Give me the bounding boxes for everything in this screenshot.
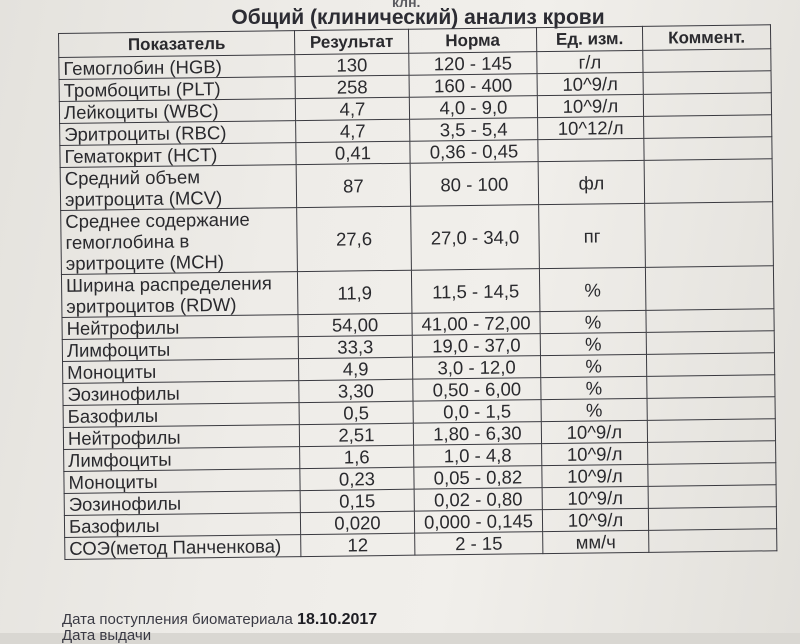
result-cell: 87 (296, 163, 411, 207)
result-cell: 0,15 (300, 489, 414, 512)
norm-cell: 1,80 - 6,30 (413, 422, 541, 446)
comment-cell (645, 266, 774, 311)
norm-cell: 41,00 - 72,00 (412, 312, 540, 336)
indicator-cell: Лимфоциты (64, 447, 300, 472)
norm-cell: 4,0 - 9,0 (409, 96, 537, 120)
unit-cell: фл (538, 160, 645, 204)
comment-cell (647, 419, 775, 443)
column-header-unit: Ед. изм. (536, 26, 642, 51)
comment-cell (645, 202, 774, 268)
comment-cell (644, 159, 773, 204)
unit-cell: % (540, 354, 646, 377)
column-header-indicator: Показатель (59, 31, 295, 58)
indicator-cell: Гемоглобин (HGB) (59, 55, 295, 80)
unit-cell: % (539, 267, 646, 311)
norm-cell: 3,0 - 12,0 (412, 356, 540, 380)
result-cell: 0,020 (300, 511, 414, 534)
result-cell: 4,9 (298, 357, 412, 380)
comment-cell (648, 507, 776, 531)
norm-cell: 120 - 145 (409, 52, 537, 76)
indicator-cell: Средний объем эритроцита (MCV) (60, 165, 297, 211)
unit-cell: пг (539, 203, 646, 268)
norm-cell: 0,0 - 1,5 (413, 400, 541, 424)
norm-cell: 27,0 - 34,0 (411, 205, 540, 271)
result-cell: 4,7 (296, 119, 410, 142)
comment-cell (644, 137, 772, 161)
result-cell: 12 (301, 533, 415, 556)
norm-cell: 11,5 - 14,5 (411, 269, 540, 314)
unit-cell: 10^9/л (542, 464, 648, 487)
table-body (59, 49, 777, 560)
indicator-cell: Эозинофилы (63, 381, 299, 406)
indicator-cell: Эозинофилы (64, 491, 300, 516)
unit-cell (538, 138, 644, 161)
result-cell: 4,7 (295, 97, 409, 120)
norm-cell: 1,0 - 4,8 (414, 444, 542, 468)
unit-cell: % (541, 376, 647, 399)
comment-cell (643, 71, 771, 95)
unit-cell: % (540, 332, 646, 355)
comment-cell (647, 397, 775, 421)
norm-cell: 160 - 400 (409, 74, 537, 98)
indicator-cell: СОЭ(метод Панченкова) (65, 535, 301, 560)
norm-cell: 0,05 - 0,82 (414, 466, 542, 490)
received-date: 18.10.2017 (297, 611, 378, 628)
unit-cell: мм/ч (543, 530, 649, 553)
comment-cell (646, 353, 774, 377)
unit-cell: 10^9/л (542, 486, 648, 509)
indicator-cell: Ширина распределения эритроцитов (RDW) (61, 272, 298, 318)
result-cell: 258 (295, 75, 409, 98)
comment-cell (646, 309, 774, 333)
comment-cell (647, 375, 775, 399)
result-cell: 0,23 (300, 467, 414, 490)
table-row (61, 202, 774, 275)
comment-cell (644, 115, 772, 139)
norm-cell: 0,36 - 0,45 (410, 140, 538, 164)
column-header-norm: Норма (408, 28, 536, 54)
footer-issued-cut: Дата выдачи (62, 627, 152, 644)
column-header-result: Результат (294, 29, 408, 54)
result-cell: 1,6 (300, 445, 414, 468)
column-header-comment: Коммент. (642, 25, 770, 51)
cut-header-text: клн. (392, 0, 421, 10)
unit-cell: 10^9/л (542, 442, 648, 465)
comment-cell (643, 93, 771, 117)
norm-cell: 80 - 100 (410, 162, 539, 207)
result-cell: 0,5 (299, 401, 413, 424)
comment-cell (648, 463, 776, 487)
norm-cell: 3,5 - 5,4 (410, 118, 538, 142)
indicator-cell: Базофилы (63, 403, 299, 428)
norm-cell: 0,02 - 0,80 (414, 488, 542, 512)
indicator-cell: Лейкоциты (WBC) (59, 99, 295, 124)
result-cell: 3,30 (299, 379, 413, 402)
comment-cell (646, 331, 774, 355)
norm-cell: 2 - 15 (415, 532, 543, 556)
indicator-cell: Лимфоциты (62, 337, 298, 362)
result-cell: 0,41 (296, 141, 410, 164)
comment-cell (643, 49, 771, 73)
unit-cell: 10^9/л (537, 94, 643, 117)
indicator-cell: Гематокрит (HCT) (60, 143, 296, 168)
indicator-cell: Тромбоциты (PLT) (59, 77, 295, 102)
unit-cell: 10^9/л (542, 508, 648, 531)
norm-cell: 0,000 - 0,145 (414, 510, 542, 534)
comment-cell (649, 529, 777, 553)
unit-cell: % (540, 310, 646, 333)
result-cell: 27,6 (297, 206, 412, 271)
norm-cell: 19,0 - 37,0 (412, 334, 540, 358)
indicator-cell: Нейтрофилы (62, 315, 298, 340)
result-cell: 11,9 (297, 270, 412, 314)
comment-cell (648, 485, 776, 509)
unit-cell: 10^9/л (541, 420, 647, 443)
unit-cell: % (541, 398, 647, 421)
result-cell: 130 (295, 53, 409, 76)
received-label: Дата поступления биоматериала (62, 611, 293, 628)
indicator-cell: Нейтрофилы (63, 425, 299, 450)
indicator-cell: Моноциты (64, 469, 300, 494)
indicator-cell: Среднее содержание гемоглобина в эритроците (MCH) (61, 208, 298, 275)
indicator-cell: Базофилы (64, 513, 300, 538)
indicator-cell: Эритроциты (RBC) (60, 121, 296, 146)
indicator-cell: Моноциты (63, 359, 299, 384)
result-cell: 2,51 (299, 423, 413, 446)
unit-cell: г/л (537, 50, 643, 73)
norm-cell: 0,50 - 6,00 (413, 378, 541, 402)
report-title: Общий (клинический) анализ крови (231, 6, 605, 29)
result-cell: 54,00 (298, 313, 412, 336)
result-cell: 33,3 (298, 335, 412, 358)
comment-cell (648, 441, 776, 465)
unit-cell: 10^9/л (537, 72, 643, 95)
results-table (58, 24, 777, 560)
unit-cell: 10^12/л (538, 116, 644, 139)
